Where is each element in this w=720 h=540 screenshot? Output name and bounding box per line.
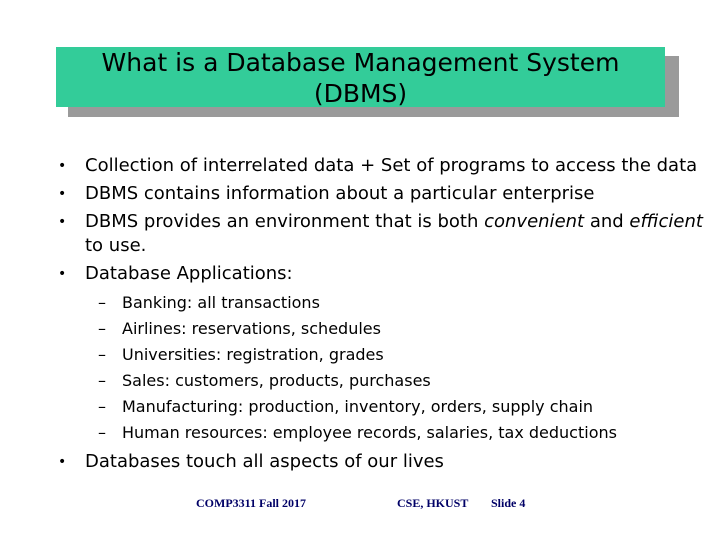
title-line-1: What is a Database Management System bbox=[101, 48, 620, 77]
bullet-text-part: and bbox=[584, 211, 630, 232]
bullet-dot: • bbox=[58, 266, 67, 282]
sub-item-text: Banking: all transactions bbox=[122, 293, 320, 312]
bullet-dot: • bbox=[58, 454, 67, 470]
footer-dept: CSE, HKUST bbox=[397, 496, 469, 510]
bullet-text: Database Applications: bbox=[85, 263, 293, 284]
bullet-text: Collection of interrelated data + Set of programs to access the data bbox=[85, 155, 698, 176]
sub-item-text: Universities: registration, grades bbox=[122, 345, 384, 364]
bullet-text: to use. bbox=[85, 235, 147, 256]
dash-marker: – bbox=[98, 293, 106, 312]
dash-marker: – bbox=[98, 371, 106, 390]
sub-item-text: Manufacturing: production, inventory, orders, supply chain bbox=[122, 397, 594, 416]
dash-marker: – bbox=[98, 345, 106, 364]
dash-marker: – bbox=[98, 319, 106, 338]
bullet-dot: • bbox=[58, 214, 67, 230]
footer-course: COMP3311 Fall 2017 bbox=[196, 496, 306, 510]
sub-item-text: Sales: customers, products, purchases bbox=[122, 371, 431, 390]
bullet-text: Databases touch all aspects of our lives bbox=[85, 451, 444, 472]
title-line-2: (DBMS) bbox=[313, 79, 408, 108]
sub-item-text: Airlines: reservations, schedules bbox=[122, 319, 381, 338]
slide-title bbox=[56, 47, 665, 107]
sub-item-text: Human resources: employee records, salaries, tax deductions bbox=[122, 423, 617, 442]
bullet-emphasis: efficient bbox=[629, 211, 703, 232]
bullet-dot: • bbox=[58, 186, 67, 202]
bullet-text bbox=[85, 210, 703, 234]
bullet-text: DBMS contains information about a particular enterprise bbox=[85, 183, 595, 204]
dash-marker: – bbox=[98, 423, 106, 442]
bullet-text-part: DBMS provides an environment that is both bbox=[85, 211, 485, 232]
bullet-dot: • bbox=[58, 158, 67, 174]
footer-slide-number: Slide 4 bbox=[491, 496, 526, 510]
bullet-emphasis: convenient bbox=[484, 211, 585, 232]
dash-marker: – bbox=[98, 397, 106, 416]
